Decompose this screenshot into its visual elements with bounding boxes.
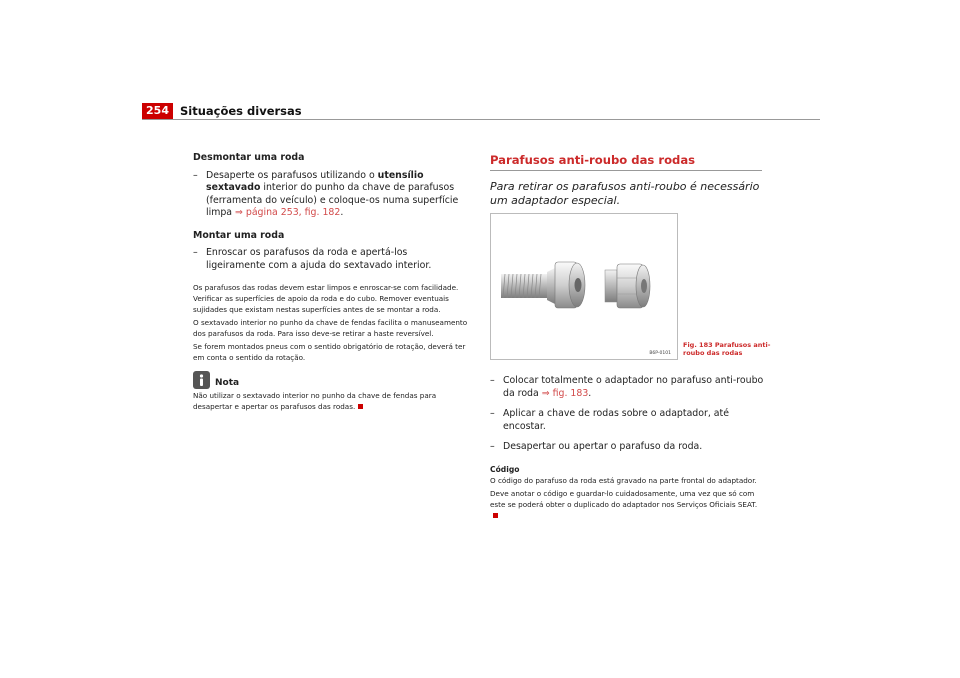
dash-bullet: –	[193, 247, 198, 258]
step-text: Enroscar os parafusos da roda e apertá-los ligeiramente com a ajuda do sextavado interior.	[206, 247, 432, 271]
step-text: Aplicar a chave de rodas sobre o adaptador, até encostar.	[503, 408, 729, 432]
step-text: interior do punho da chave de parafusos (ferramenta do veículo) e coloque-os numa superfície limpa	[206, 182, 459, 218]
bolt-and-adapter-illustration	[491, 214, 677, 359]
code-final-paragraph	[490, 488, 765, 521]
body-paragraph: O sextavado interior no punho da chave de fendas facilita o manuseamento dos parafusos da roda. Para isso deve-se retirar a haste reversível.	[193, 318, 468, 338]
dash-bullet: –	[490, 375, 495, 386]
body-text: Deve anotar o código e guardar-lo cuidadosamente, uma vez que só com este se poderá obter o duplicado do adaptador nos Serviços Oficiais SEAT.	[490, 488, 758, 509]
dash-bullet: –	[193, 169, 198, 181]
step-apply-wrench	[490, 408, 765, 433]
header-divider	[142, 119, 820, 120]
info-hand-icon	[193, 371, 210, 389]
running-header: Situações diversas	[180, 104, 302, 118]
step-text: Desapertar ou apertar o parafuso da roda.	[503, 441, 703, 452]
right-column-steps	[490, 375, 765, 523]
step-bold-text: utensílio sextavado	[206, 169, 424, 193]
step-text: Desaperte os parafusos utilizando o	[206, 169, 378, 181]
section-title: Parafusos anti-roubo das rodas	[490, 153, 762, 171]
note-label: Nota	[215, 378, 240, 388]
step-fit-adapter	[490, 375, 765, 400]
figure-reference-link[interactable]: ⇒ fig. 183	[541, 387, 589, 399]
right-column-top	[490, 153, 762, 207]
body-paragraph: Se forem montados pneus com o sentido obrigatório de rotação, deverá ter em conta o sentido da rotação.	[193, 342, 466, 362]
figure-anti-theft-bolts	[490, 213, 678, 360]
step-loosen-tighten	[490, 441, 765, 454]
end-of-section-marker	[358, 404, 363, 409]
step-text: Colocar totalmente o adaptador no parafuso anti-roubo da roda	[503, 375, 764, 399]
body-paragraph: Os parafusos das rodas devem estar limpos e enroscar-se com facilidade. Verificar as superfícies de apoio da roda e do cubo. Remover eventuais sujidades que existam nestas superfícies antes de se montar a roda.	[193, 283, 459, 314]
left-column	[193, 152, 468, 414]
page-number: 254	[142, 103, 173, 119]
step-text: .	[340, 207, 344, 218]
heading-remove-wheel: Desmontar uma roda	[193, 152, 305, 163]
body-paragraph: O código do parafuso da roda está gravado na parte frontal do adaptador.	[490, 475, 757, 485]
step-mount-wheel	[193, 247, 468, 272]
cross-reference-link[interactable]: ⇒ página 253, fig. 182	[235, 207, 341, 218]
end-of-section-marker	[493, 513, 498, 518]
code-heading: Código	[490, 464, 520, 474]
step-remove-wheel	[193, 170, 468, 220]
adapter	[605, 264, 650, 308]
heading-mount-wheel: Montar uma roda	[193, 229, 285, 241]
note-text-paragraph	[193, 390, 468, 412]
step-text: .	[588, 387, 592, 399]
dash-bullet: –	[490, 408, 495, 419]
dash-bullet: –	[490, 441, 495, 452]
section-intro: Para retirar os parafusos anti-roubo é necessário um adaptador especial.	[490, 180, 760, 207]
note-text: Não utilizar o sextavado interior no punho da chave de fendas para desapertar e apertar os parafusos das rodas.	[193, 391, 437, 411]
note-header	[193, 371, 468, 389]
figure-code: B6P-0101	[649, 351, 671, 356]
wheel-bolt	[501, 262, 585, 308]
figure-caption: Fig. 183 Parafusos anti-roubo das rodas	[683, 341, 771, 357]
